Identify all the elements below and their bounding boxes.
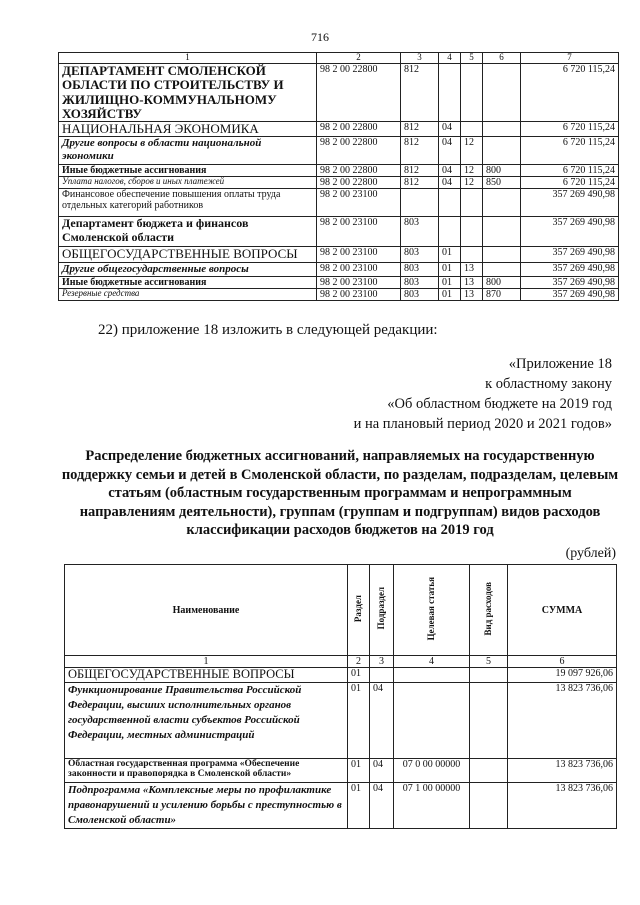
row-section: 04 — [439, 165, 461, 177]
row-subsection — [461, 64, 483, 122]
row-subsection: 12 — [461, 137, 483, 165]
row-section: 04 — [439, 177, 461, 189]
row-target-article: 98 2 00 22800 — [317, 122, 401, 137]
col-index: 2 — [348, 656, 370, 668]
row-expense-type: 850 — [483, 177, 521, 189]
row-target-article: 98 2 00 22800 — [317, 177, 401, 189]
row-sum: 357 269 490,98 — [521, 288, 619, 300]
row-section: 01 — [348, 782, 370, 828]
table-index-row — [65, 656, 617, 668]
row-subsection: 04 — [370, 758, 394, 782]
row-expense-type — [470, 682, 508, 758]
row-sum: 6 720 115,24 — [521, 137, 619, 165]
table-row — [65, 782, 617, 828]
row-target-article: 98 2 00 22800 — [317, 165, 401, 177]
table-header-row — [65, 565, 617, 656]
row-expense-type — [483, 189, 521, 217]
unit-label: (рублей) — [565, 546, 616, 561]
header-sum: СУММА — [508, 565, 617, 656]
row-target-article: 98 2 00 23100 — [317, 217, 401, 247]
col-index: 6 — [483, 53, 521, 64]
row-sum: 357 269 490,98 — [521, 217, 619, 247]
row-sum: 13 823 736,06 — [508, 758, 617, 782]
table-row — [59, 288, 619, 300]
row-name: Подпрограмма «Комплексные меры по профилактике правонарушений и усилению борьбы с преступностью в Смоленской области» — [65, 782, 348, 828]
row-target-article: 98 2 00 23100 — [317, 276, 401, 288]
header-podrazdel — [370, 565, 394, 656]
row-section: 04 — [439, 122, 461, 137]
appendix-line: «Об областном бюджете на 2019 год — [387, 396, 612, 412]
row-target-article: 07 1 00 00000 — [394, 782, 470, 828]
row-subsection — [461, 189, 483, 217]
col-index: 3 — [401, 53, 439, 64]
row-expense-type: 800 — [483, 165, 521, 177]
row-name: Другие общегосударственные вопросы — [59, 262, 317, 276]
col-index: 4 — [439, 53, 461, 64]
row-department-code: 803 — [401, 247, 439, 262]
row-target-article: 07 0 00 00000 — [394, 758, 470, 782]
table-top-continued — [58, 52, 619, 301]
row-name: ОБЩЕГОСУДАРСТВЕННЫЕ ВОПРОСЫ — [59, 247, 317, 262]
row-target-article: 98 2 00 23100 — [317, 189, 401, 217]
row-subsection — [461, 247, 483, 262]
appendix-heading — [354, 354, 612, 434]
row-sum: 6 720 115,24 — [521, 122, 619, 137]
row-department-code: 803 — [401, 276, 439, 288]
row-department-code — [401, 189, 439, 217]
row-subsection: 04 — [370, 782, 394, 828]
col-index: 2 — [317, 53, 401, 64]
row-department-code: 812 — [401, 137, 439, 165]
row-subsection: 12 — [461, 177, 483, 189]
table-header-row — [59, 53, 619, 64]
table-family-support — [64, 564, 617, 829]
col-index: 6 — [508, 656, 617, 668]
document-title: Распределение бюджетных ассигнований, направляемых на государственную поддержку семьи и детей в Смоленской области, по разделам, подразделам, целевым статьям (областным государственным программам и непрограммным направлениям деятельности), группам (группам и подгруппам) видов расходов классификации расходов бюджетов на 2019 год — [61, 448, 619, 538]
row-section: 04 — [439, 137, 461, 165]
row-section: 01 — [439, 276, 461, 288]
row-expense-type — [470, 668, 508, 683]
table-row — [59, 262, 619, 276]
row-subsection — [461, 217, 483, 247]
row-name: ОБЩЕГОСУДАРСТВЕННЫЕ ВОПРОСЫ — [65, 668, 348, 683]
row-target-article: 98 2 00 23100 — [317, 262, 401, 276]
row-subsection — [461, 122, 483, 137]
row-target-article: 98 2 00 22800 — [317, 137, 401, 165]
row-section: 01 — [439, 262, 461, 276]
row-department-code: 803 — [401, 217, 439, 247]
row-sum: 357 269 490,98 — [521, 262, 619, 276]
row-section: 01 — [439, 288, 461, 300]
header-vid-text: Вид расходов — [482, 581, 493, 636]
col-index: 3 — [370, 656, 394, 668]
row-name: Резервные средства — [59, 288, 317, 300]
row-name: Иные бюджетные ассигнования — [59, 165, 317, 177]
table-row — [59, 177, 619, 189]
table-row — [59, 122, 619, 137]
row-expense-type: 800 — [483, 276, 521, 288]
row-subsection: 04 — [370, 682, 394, 758]
row-section: 01 — [439, 247, 461, 262]
row-name: Областная государственная программа «Обеспечение законности и правопорядка в Смоленской области» — [65, 758, 348, 782]
row-target-article: 98 2 00 23100 — [317, 288, 401, 300]
row-name: ДЕПАРТАМЕНТ СМОЛЕНСКОЙ ОБЛАСТИ ПО СТРОИТЕЛЬСТВУ И ЖИЛИЩНО-КОММУНАЛЬНОМУ ХОЗЯЙСТВУ — [59, 64, 317, 122]
header-target-text: Целевая статья — [425, 576, 436, 641]
row-section — [439, 189, 461, 217]
row-department-code: 812 — [401, 64, 439, 122]
row-section: 01 — [348, 668, 370, 683]
row-expense-type — [483, 217, 521, 247]
header-name: Наименование — [65, 565, 348, 656]
row-section: 01 — [348, 682, 370, 758]
table-row — [59, 247, 619, 262]
row-department-code: 812 — [401, 177, 439, 189]
col-index: 4 — [394, 656, 470, 668]
row-department-code: 803 — [401, 288, 439, 300]
row-name: Финансовое обеспечение повышения оплаты труда отдельных категорий работников — [59, 189, 317, 217]
row-sum: 6 720 115,24 — [521, 177, 619, 189]
row-department-code: 803 — [401, 262, 439, 276]
row-target-article — [394, 682, 470, 758]
row-name: Иные бюджетные ассигнования — [59, 276, 317, 288]
col-index: 5 — [470, 656, 508, 668]
table-row — [59, 189, 619, 217]
row-name: Функционирование Правительства Российской Федерации, высших исполнительных органов государственной власти субъектов Российской Федерации, местных администраций — [65, 682, 348, 758]
row-sum: 357 269 490,98 — [521, 247, 619, 262]
amendment-paragraph: 22) приложение 18 изложить в следующей редакции: — [98, 322, 438, 338]
row-name: Департамент бюджета и финансов Смоленской области — [59, 217, 317, 247]
row-sum: 19 097 926,06 — [508, 668, 617, 683]
col-index: 1 — [65, 656, 348, 668]
header-target — [394, 565, 470, 656]
row-expense-type — [470, 782, 508, 828]
col-index: 7 — [521, 53, 619, 64]
table-row — [59, 137, 619, 165]
row-subsection: 13 — [461, 276, 483, 288]
appendix-line: и на плановый период 2020 и 2021 годов» — [353, 416, 612, 432]
row-expense-type — [483, 122, 521, 137]
table-row — [59, 165, 619, 177]
row-sum: 357 269 490,98 — [521, 276, 619, 288]
row-expense-type — [483, 64, 521, 122]
row-target-article: 98 2 00 22800 — [317, 64, 401, 122]
row-section — [439, 217, 461, 247]
row-sum: 13 823 736,06 — [508, 682, 617, 758]
row-name: Другие вопросы в области национальной экономики — [59, 137, 317, 165]
row-target-article: 98 2 00 23100 — [317, 247, 401, 262]
table-row — [65, 668, 617, 683]
row-expense-type — [483, 137, 521, 165]
row-subsection: 13 — [461, 288, 483, 300]
header-vid — [470, 565, 508, 656]
row-sum: 13 823 736,06 — [508, 782, 617, 828]
row-target-article — [394, 668, 470, 683]
row-section — [439, 64, 461, 122]
appendix-line: к областному закону — [485, 376, 612, 392]
row-department-code: 812 — [401, 122, 439, 137]
row-expense-type: 870 — [483, 288, 521, 300]
row-sum: 357 269 490,98 — [521, 189, 619, 217]
header-razdel — [348, 565, 370, 656]
table-row — [65, 682, 617, 758]
row-subsection — [370, 668, 394, 683]
row-expense-type — [483, 262, 521, 276]
row-name: Уплата налогов, сборов и иных платежей — [59, 177, 317, 189]
table-row — [59, 276, 619, 288]
row-expense-type — [470, 758, 508, 782]
page-number: 716 — [311, 30, 329, 44]
row-sum: 6 720 115,24 — [521, 165, 619, 177]
row-subsection: 13 — [461, 262, 483, 276]
table-row — [59, 64, 619, 122]
header-razdel-text: Раздел — [352, 594, 363, 623]
col-index: 5 — [461, 53, 483, 64]
appendix-line: «Приложение 18 — [508, 356, 612, 372]
row-department-code: 812 — [401, 165, 439, 177]
row-name: НАЦИОНАЛЬНАЯ ЭКОНОМИКА — [59, 122, 317, 137]
header-podrazdel-text: Подраздел — [375, 587, 386, 630]
col-index: 1 — [59, 53, 317, 64]
table-row — [65, 758, 617, 782]
table-row — [59, 217, 619, 247]
row-sum: 6 720 115,24 — [521, 64, 619, 122]
row-section: 01 — [348, 758, 370, 782]
row-subsection: 12 — [461, 165, 483, 177]
row-expense-type — [483, 247, 521, 262]
